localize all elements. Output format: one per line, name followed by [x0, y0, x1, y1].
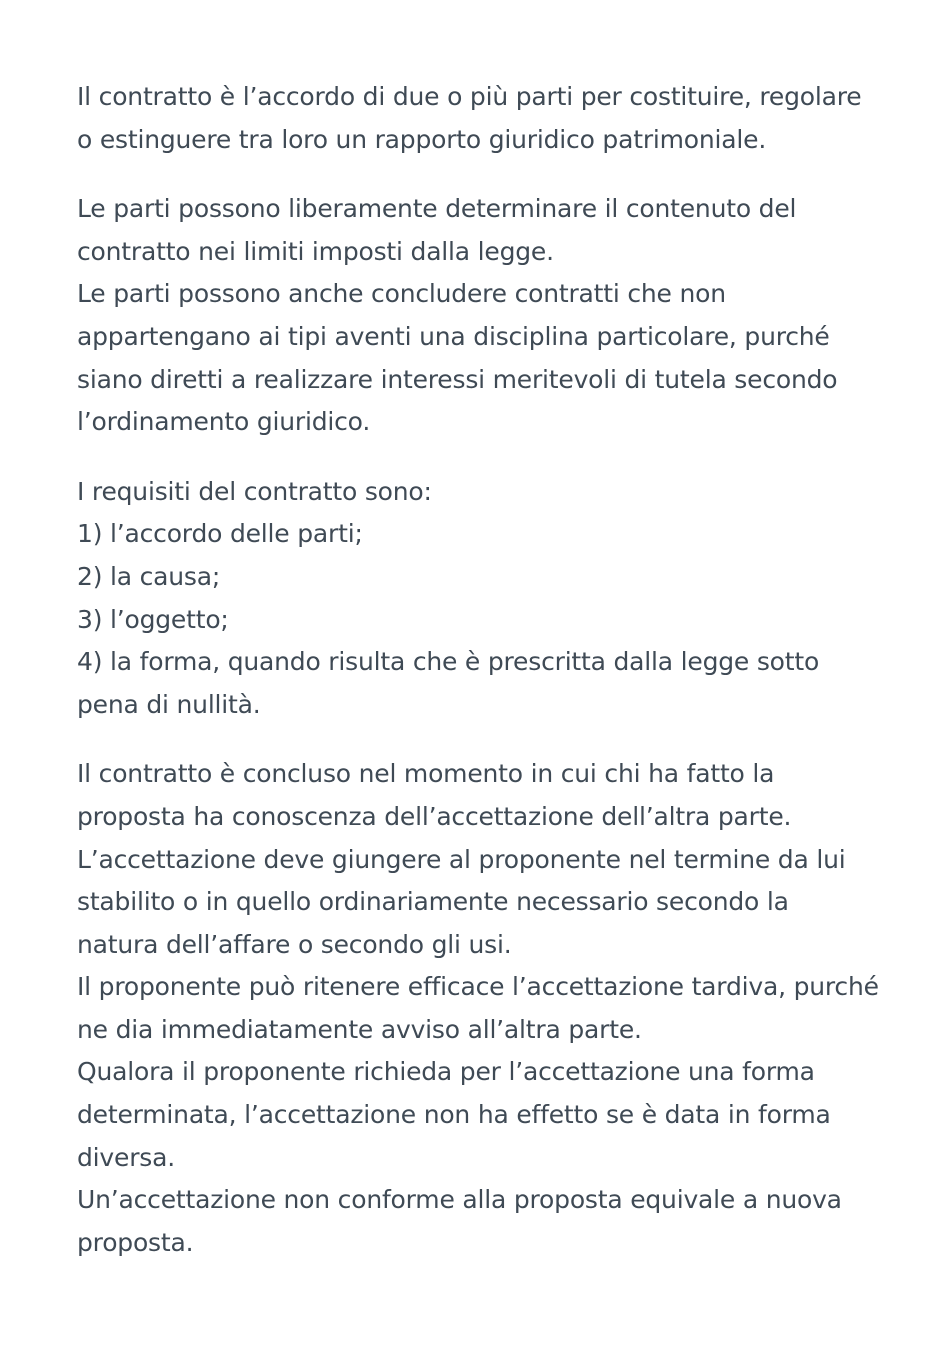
text-line: contratto nei limiti imposti dalla legge.	[77, 236, 554, 266]
paragraph-conclusion	[77, 753, 907, 1264]
text-line: proposta.	[77, 1227, 194, 1257]
list-item: 3) l’oggetto;	[77, 604, 229, 634]
text-line: Il contratto è l’accordo di due o più parti per costituire, regolare	[77, 82, 862, 111]
text-line: siano diretti a realizzare interessi meritevoli di tutela secondo	[77, 364, 838, 394]
text-line: Le parti possono anche concludere contratti che non	[77, 279, 726, 309]
paragraph-autonomy	[77, 188, 907, 444]
text-line: Un’accettazione non conforme alla proposta equivale a nuova	[77, 1185, 842, 1215]
paragraph-requirements	[77, 471, 907, 727]
text-line: l’ordinamento giuridico.	[77, 407, 371, 437]
text-line: I requisiti del contratto sono:	[77, 476, 432, 506]
text-line: Le parti possono liberamente determinare il contenuto del	[77, 194, 797, 224]
document-body	[77, 76, 907, 1291]
text-line: stabilito o in quello ordinariamente necessario secondo la	[77, 887, 789, 917]
text-line: L’accettazione deve giungere al proponente nel termine da lui	[77, 844, 846, 874]
text-line: diversa.	[77, 1142, 175, 1172]
list-item: 1) l’accordo delle parti;	[77, 519, 363, 549]
text-line: o estinguere tra loro un rapporto giuridico patrimoniale.	[77, 124, 767, 154]
text-line: appartengano ai tipi aventi una disciplina particolare, purché	[77, 321, 830, 351]
text-line: Il contratto è concluso nel momento in cui chi ha fatto la	[77, 759, 775, 789]
text-line: determinata, l’accettazione non ha effetto se è data in forma	[77, 1100, 831, 1130]
list-item: 4) la forma, quando risulta che è prescritta dalla legge sotto	[77, 647, 820, 677]
text-line: Qualora il proponente richieda per l’accettazione una forma	[77, 1057, 815, 1087]
text-line: proposta ha conoscenza dell’accettazione dell’altra parte.	[77, 801, 792, 831]
text-line: ne dia immediatamente avviso all’altra parte.	[77, 1014, 642, 1044]
text-line: Il proponente può ritenere efficace l’accettazione tardiva, purché	[77, 972, 879, 1002]
text-line: natura dell’affare o secondo gli usi.	[77, 929, 512, 959]
paragraph-definition	[77, 76, 907, 161]
list-item: 2) la causa;	[77, 561, 221, 591]
text-line: pena di nullità.	[77, 689, 261, 719]
